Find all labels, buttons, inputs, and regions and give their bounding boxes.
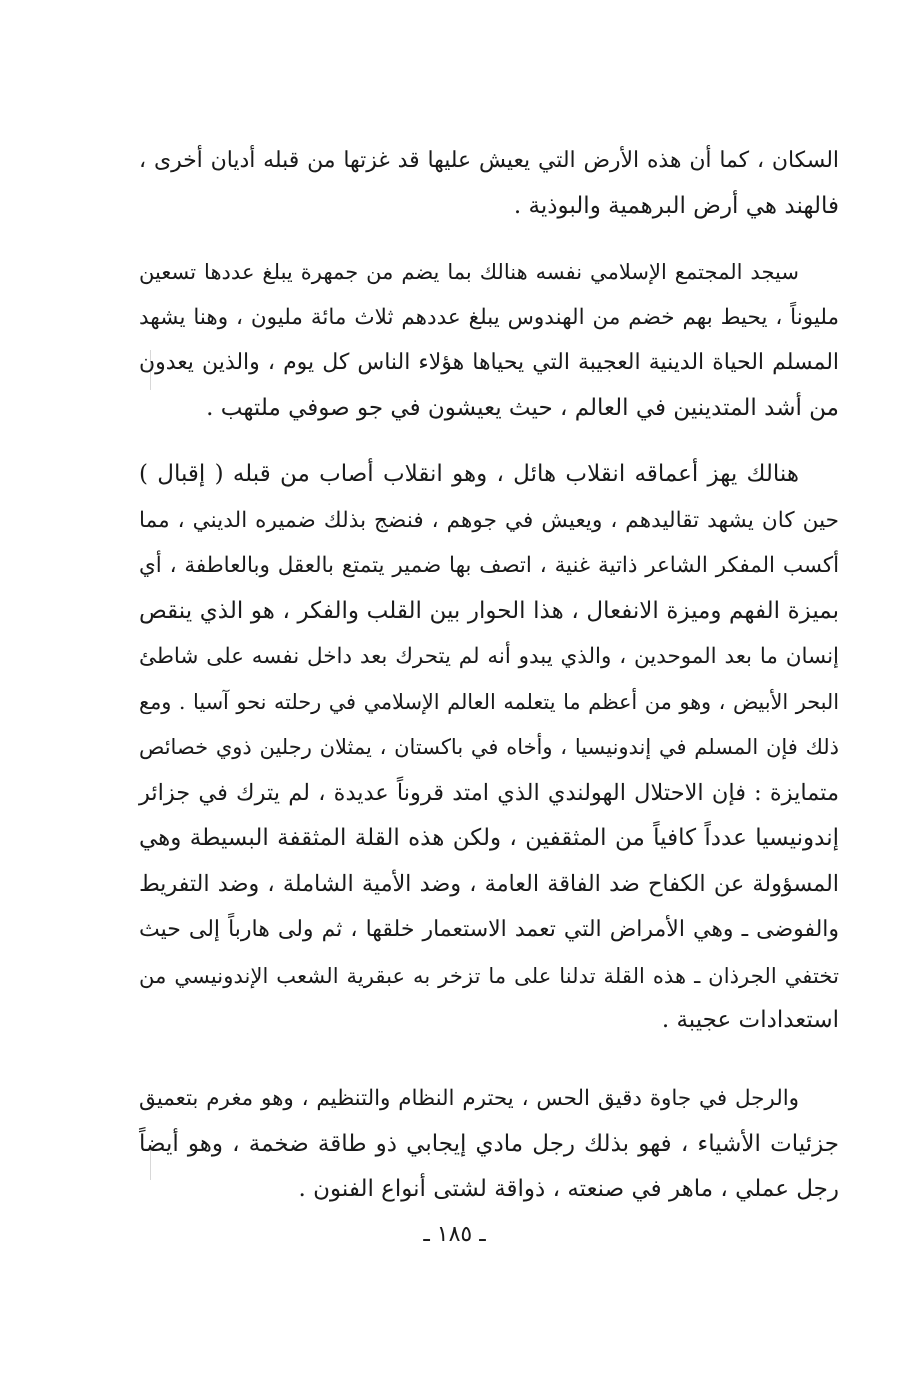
text-line: تختفي الجرذان ـ هذه القلة تدلنا على ما تزخر به عبقرية الشعب الإندونيسي من [139,962,839,988]
text-line: والرجل في جاوة دقيق الحس ، يحترم النظام والتنظيم ، وهو مغرم بتعميق [139,1086,799,1111]
text-line: حين كان يشهد تقاليدهم ، ويعيش في جوهم ، فنضج بذلك ضميره الديني ، مما [139,507,839,533]
paragraph-2 [139,249,839,431]
text-line: إندونيسيا عدداً كافياً من المثقفين ، ولكن هذه القلة المثقفة البسيطة وهي [139,825,839,851]
text-line: متمايزة : فإن الاحتلال الهولندي الذي امتد قروناً عديدة ، لم يترك في جزائر [139,779,839,806]
text-line: البحر الأبيض ، وهو من أعظم ما يتعلمه العالم الإسلامي في رحلته نحو آسيا . ومع [139,689,839,714]
text-line: هنالك يهز أعماقه انقلاب هائل ، وهو انقلاب أصاب من قبله ( إقبال ) [139,461,799,487]
text-line: فالهند هي أرض البرهمية والبوذية . [513,192,839,219]
text-line: بميزة الفهم وميزة الانفعال ، هذا الحوار بين القلب والفكر ، هو الذي ينقص [139,597,839,624]
text-line: ذلك فإن المسلم في إندونيسيا ، وأخاه في باكستان ، يمثلان رجلين ذوي خصائص [139,735,839,759]
text-line: استعدادات عجيبة . [661,1007,839,1033]
text-line: السكان ، كما أن هذه الأرض التي يعيش عليها قد غزتها من قبله أديان أخرى ، [139,148,839,173]
text-line: أكسب المفكر الشاعر ذاتية غنية ، اتصف بها ضمير يتمتع بالعقل وبالعاطفة ، أي [139,553,839,578]
paragraph-1 [139,138,839,229]
page-number: ـ ١٨٥ ـ [423,1222,486,1247]
paragraph-3 [139,452,839,1044]
paragraph-4 [139,1076,839,1213]
text-line: رجل عملي ، ماهر في صنعته ، ذواقة لشتى أنواع الفنون . [298,1176,839,1202]
text-line: جزئيات الأشياء ، فهو بذلك رجل مادي إيجابي ذو طاقة ضخمة ، وهو أيضاً [139,1130,839,1157]
text-line: من أشد المتدينين في العالم ، حيث يعيشون في جو صوفي ملتهب . [206,394,839,421]
text-line: والفوضى ـ وهي الأمراض التي تعمد الاستعمار خلقها ، ثم ولى هارباً إلى حيث [139,917,839,942]
text-line: المسلم الحياة الدينية العجيبة التي يحياها هؤلاء الناس كل يوم ، والذين يعدون [139,350,839,375]
text-line: سيجد المجتمع الإسلامي نفسه هنالك بما يضم من جمهرة يبلغ عددها تسعين [139,259,799,284]
text-line: إنسان ما بعد الموحدين ، والذي يبدو أنه لم يتحرك بعد داخل نفسه على شاطئ [139,644,839,669]
text-line: مليوناً ، يحيط بهم خضم من الهندوس يبلغ عددهم ثلاث مائة مليون ، وهنا يشهد [139,304,839,330]
text-line: المسؤولة عن الكفاح ضد الفاقة العامة ، وضد الأمية الشاملة ، وضد التفريط [139,870,839,897]
